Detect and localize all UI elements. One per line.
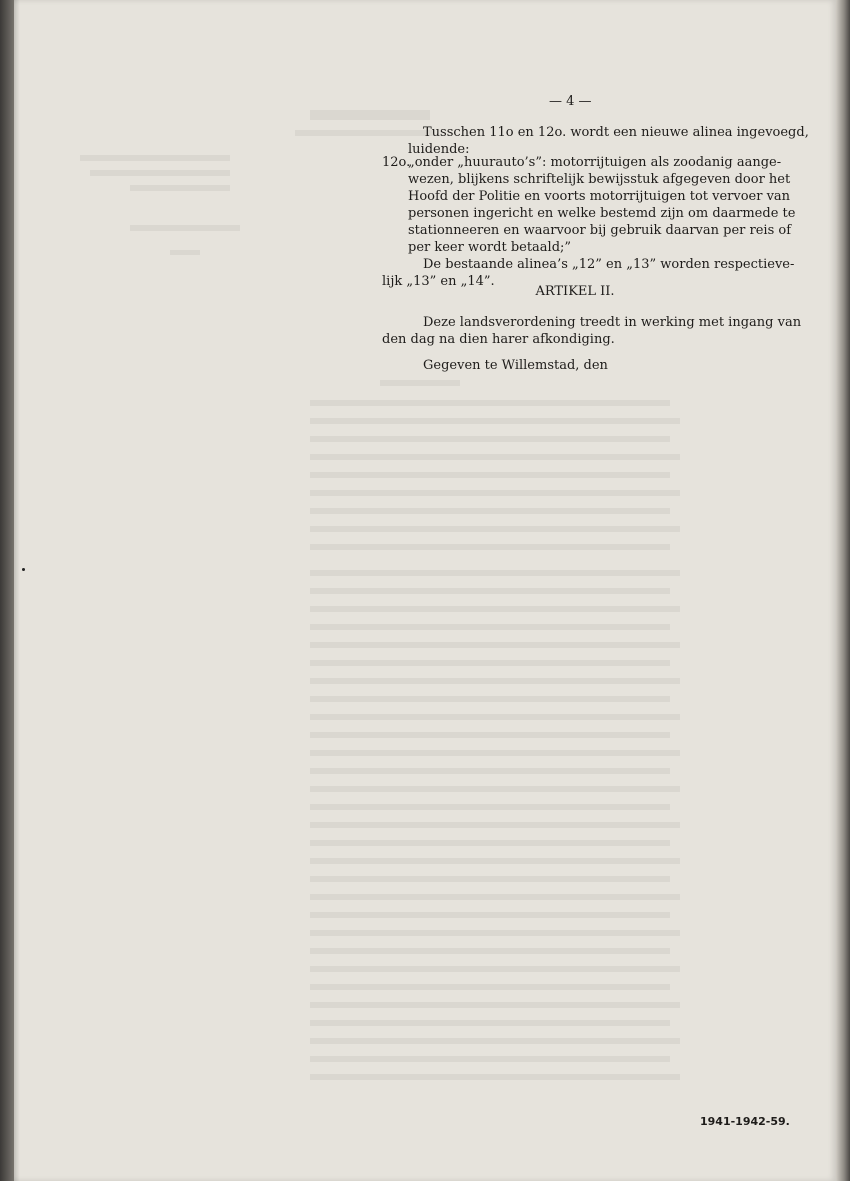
- text-line: lijk „13” en „14”.: [382, 274, 495, 289]
- document-code: 1941-1942-59.: [700, 1115, 790, 1128]
- text-line: wezen, blijkens schriftelijk bewijsstuk afgegeven door het: [408, 172, 791, 187]
- text-line: Hoofd der Politie en voorts motorrijtuigen tot vervoer van: [408, 189, 791, 204]
- signature-line: Gegeven te Willemstad, den: [423, 358, 608, 373]
- text-line: stationneeren en waarvoor bij gebruik daarvan per reis of: [408, 223, 792, 238]
- scan-left-border: [0, 0, 14, 1181]
- paragraph-renumber: [423, 256, 794, 273]
- item-label: 12o.: [382, 155, 411, 170]
- scan-right-border: [836, 0, 850, 1181]
- text-line: Deze landsverordening treedt in werking met ingang van: [423, 315, 802, 330]
- paragraph-effect: [423, 314, 801, 331]
- page-number: — 4 —: [549, 94, 592, 109]
- text-line: „onder „huurauto’s”: motorrijtuigen als zoodanig aange-: [408, 155, 782, 170]
- margin-speck: [22, 568, 25, 571]
- paragraph-intro: [423, 124, 809, 141]
- page-fold-shadow: [14, 0, 20, 1181]
- text-line: luidende:: [408, 142, 470, 157]
- text-line: personen ingericht en welke bestemd zijn om daarmede te: [408, 206, 796, 221]
- item-definition: [408, 154, 796, 256]
- article-heading: ARTIKEL II.: [535, 284, 615, 299]
- text-line: De bestaande alinea’s „12” en „13” worden respectieve-: [423, 257, 795, 272]
- text-line: per keer wordt betaald;”: [408, 240, 572, 255]
- paragraph-effect-cont: [382, 331, 615, 348]
- text-line: den dag na dien harer afkondiging.: [382, 332, 615, 347]
- text-line: Tusschen 11o en 12o. wordt een nieuwe alinea ingevoegd,: [423, 125, 809, 140]
